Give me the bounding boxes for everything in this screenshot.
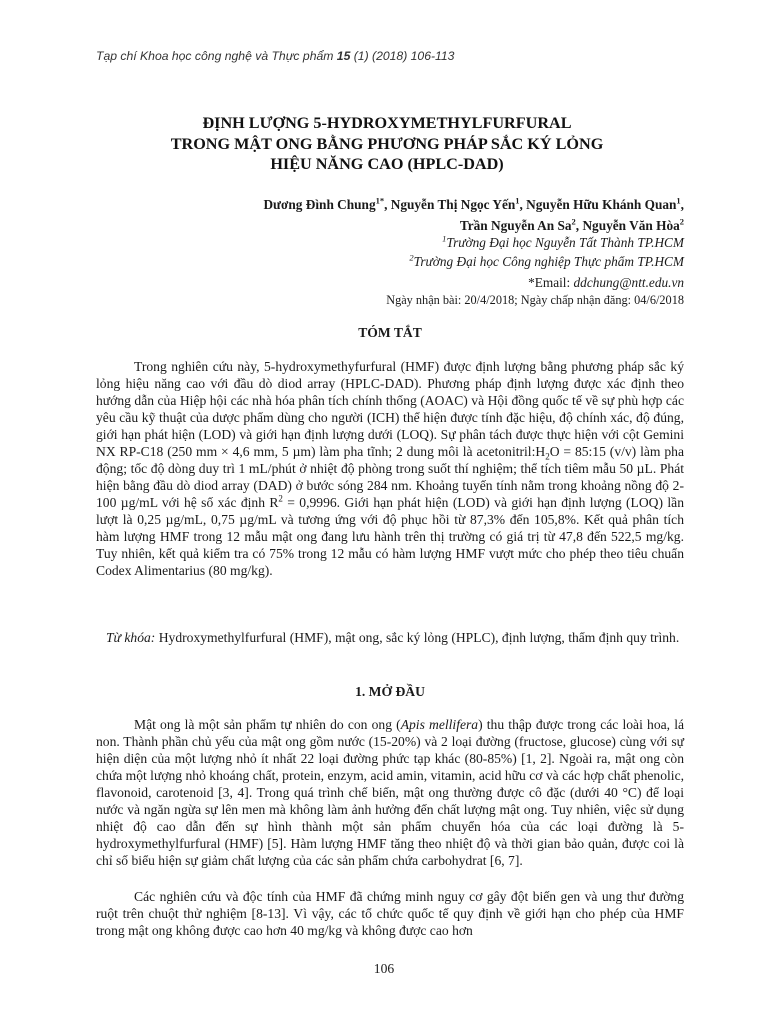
- subscript-segment: 2: [545, 451, 550, 462]
- author-name: Nguyễn Thị Ngọc Yến: [390, 197, 516, 212]
- affiliation: [96, 253, 684, 270]
- submission-dates: Ngày nhận bài: 20/4/2018; Ngày chấp nhận đăng: 04/6/2018: [386, 293, 684, 307]
- introduction-paragraph: [96, 716, 684, 869]
- italic-segment: Apis mellifera: [400, 717, 479, 732]
- affiliation-mark: 2: [409, 252, 414, 263]
- text-segment: = 0,9996. Giới hạn phát hiện (LOD) và giới hạn định lượng (LOQ) lần lượt là 0,25 µg/mL, 0,75 µg/mL và tương ứng với độ phục hồi từ 87,3% đến 105,8%. Kết quả phân tích hàm lượng HMF trong 12 mẫu mật ong đang lưu hành trên thị trường có giá trị từ 47,8 đến 522,5 mg/kg. Tuy nhiên, kết quả kiểm tra có 75% trong 12 mẫu có hàm lượng HMF vượt mức cho phép theo tiêu chuẩn Codex Alimentarius (80 mg/kg).: [96, 495, 684, 578]
- keywords-label: Từ khóa:: [106, 630, 156, 645]
- affiliation: [96, 234, 684, 251]
- title-line: HIỆU NĂNG CAO (HPLC-DAD): [270, 155, 504, 173]
- title-line: TRONG MẬT ONG BẰNG PHƯƠNG PHÁP SẮC KÝ LỎNG: [170, 134, 604, 153]
- text-segment: Các nghiên cứu và độc tính của HMF đã chứng minh nguy cơ gây đột biến gen và ung thư đường ruột trên chuột thử nghiệm [8-13]. Vì vậy, các tổ chức quốc tế quy định về giới hạn cho phép của HMF trong mật ong không được cao hơn 40 mg/kg và không được cao hơn: [96, 889, 684, 938]
- journal-issue-pages: (1) (2018) 106-113: [350, 49, 455, 63]
- text-segment: O = 85:15 (v/v) làm pha động; tốc độ dòng duy trì 1 mL/phút ở nhiệt độ phòng trong suốt thí nghiệm; thể tích tiêm mẫu 50 µL. Phát hiện bằng đầu dò diod array (DAD) ở bước sóng 284 nm. Khoảng tuyến tính nằm trong khoảng nồng độ 2-100 µg/mL với hệ số xác định R: [96, 444, 684, 510]
- running-header: [96, 48, 684, 65]
- superscript-segment: 2: [278, 493, 283, 504]
- author-separator: ,: [680, 197, 684, 212]
- affiliation-mark: 1: [442, 233, 447, 244]
- author-line: [96, 215, 684, 236]
- article-title: [90, 113, 684, 175]
- author-affiliation-mark: 2: [571, 216, 576, 227]
- keywords: [96, 629, 684, 646]
- introduction-paragraph: [96, 888, 684, 939]
- section-heading-introduction: 1. MỞ ĐẦU: [355, 684, 425, 699]
- author-separator: ,: [575, 218, 583, 233]
- email-label: *Email:: [528, 275, 574, 290]
- text-segment: ) thu thập được trong các loài hoa, lá non. Thành phần chủ yếu của mật ong gồm nước (15-20%) và 2 loại đường (fructose, glucose) cùng với sự hiện diện của một lượng nhỏ ít nhất 22 loại đường phức tạp khác (80-85%) [1, 2]. Ngoài ra, mật ong còn chứa một lượng nhỏ khoáng chất, protein, enzym, acid amin, vitamin, acid hữu cơ và các hợp chất phenolic, flavonoid, carotenoid [3, 4]. Trong quá trình chế biến, mật ong thường được cô đặc (dưới 40 °C) để loại nước và ngăn ngừa sự lên men mà không làm ảnh hưởng đến chất lượng mật ong. Tuy nhiên, việc sử dụng nhiệt độ cao dẫn đến sự hình thành một sản phẩm chuyển hóa của các loại đường là 5-hydroxymethylfurfural (HMF) [5]. Hàm lượng HMF tăng theo nhiệt độ và thời gian bảo quản, được coi là chỉ số biểu hiện sự giảm chất lượng của các sản phẩm chứa carbohydrat [6, 7].: [96, 717, 685, 868]
- author-affiliation-mark: 1: [515, 195, 520, 206]
- author-name: Nguyễn Văn Hòa: [582, 218, 680, 233]
- affiliation-text: Trường Đại học Công nghiệp Thực phẩm TP.HCM: [413, 254, 684, 269]
- journal-name: Tạp chí Khoa học công nghệ và Thực phẩm: [96, 49, 337, 63]
- author-separator: ,: [519, 197, 527, 212]
- author-separator: ,: [384, 197, 391, 212]
- author-name: Trần Nguyễn An Sa: [459, 218, 572, 233]
- author-affiliation-mark: 2: [679, 216, 684, 227]
- author-name: Dương Đình Chung: [263, 197, 376, 212]
- page-number: 106: [373, 961, 395, 976]
- email-address: ddchung@ntt.edu.vn: [573, 275, 684, 290]
- abstract-heading: TÓM TẮT: [358, 325, 422, 340]
- author-list: [96, 194, 684, 236]
- keywords-text: Hydroxymethylfurfural (HMF), mật ong, sắc ký lỏng (HPLC), định lượng, thẩm định quy trình.: [155, 630, 680, 645]
- text-segment: Mật ong là một sản phẩm tự nhiên do con ong (: [134, 717, 401, 732]
- title-line: ĐỊNH LƯỢNG 5-HYDROXYMETHYLFURFURAL: [202, 114, 572, 132]
- text-segment: Trong nghiên cứu này, 5-hydroxymethyfurfural (HMF) được định lượng bằng phương pháp sắc ký lỏng hiệu năng cao với đầu dò diod array (HPLC-DAD). Phương pháp định lượng được xác định theo hướng dẫn của Hiệp hội các nhà hóa phân tích chính thống (AOAC) và Hội đồng quốc tế về sự phù hợp các yêu cầu kỹ thuật của dược phẩm dùng cho người (ICH) thể hiện được tính đặc hiệu, độ chính xác, độ đúng, giới hạn phát hiện (LOD) và giới hạn định lượng dưới (LOQ). Sự phân tách được thực hiện với cột Gemini NX RP-C18 (250 mm × 4,6 mm, 5 µm) làm pha tĩnh; 2 dung môi là acetonitril:H: [96, 359, 684, 459]
- author-affiliation-mark: 1*: [375, 195, 385, 206]
- affiliation-text: Trường Đại học Nguyễn Tất Thành TP.HCM: [446, 235, 684, 250]
- author-name: Nguyễn Hữu Khánh Quan: [526, 197, 677, 212]
- abstract-body: [96, 358, 684, 579]
- author-line: [96, 194, 684, 215]
- journal-volume: 15: [336, 49, 351, 63]
- author-affiliation-mark: 1: [676, 195, 681, 206]
- corresponding-email: [96, 274, 684, 291]
